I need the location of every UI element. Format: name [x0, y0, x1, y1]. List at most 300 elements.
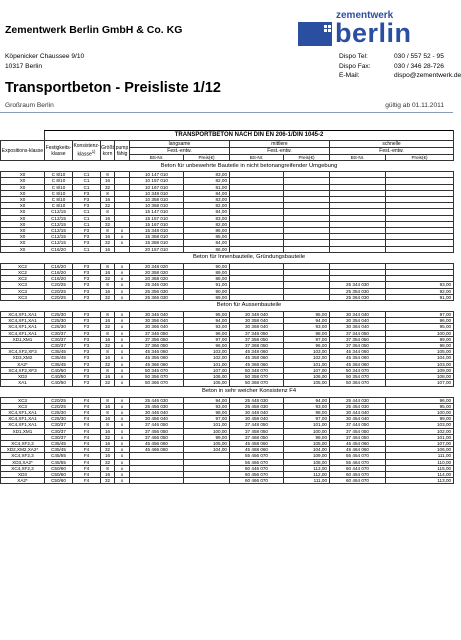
table-cell: 94,00 — [184, 318, 230, 324]
table-cell: 60 464 070 — [330, 478, 386, 484]
table-cell: C1 — [73, 246, 101, 252]
table-cell: C30/37 — [45, 336, 73, 342]
table-cell: F4 — [73, 453, 101, 459]
table-cell: 96,00 — [184, 343, 230, 349]
col-header-bs-nr: BS-Nr. — [230, 155, 284, 161]
table-cell: XC2 — [1, 263, 45, 269]
table-cell: C16/20 — [45, 263, 73, 269]
group-subheader: Fest.-entw. — [130, 148, 230, 155]
table-cell: 25 364 030 — [330, 294, 386, 300]
table-cell: F3 — [73, 197, 101, 203]
table-cell: 8 — [101, 409, 115, 415]
table-cell: 20 348 020 — [130, 263, 184, 269]
table-cell: 30 368 040 — [230, 324, 284, 330]
table-cell: F4 — [73, 397, 101, 403]
table-cell: 25 444 030 — [330, 397, 386, 403]
table-cell: C1 — [73, 209, 101, 215]
table-cell: 111,00 — [386, 453, 454, 459]
table-cell: XD3,XA2* — [1, 459, 45, 465]
table-cell: 25 456 030 — [130, 403, 184, 409]
table-cell: C20/25 — [45, 397, 73, 403]
table-cell: 15 368 010 — [130, 240, 184, 246]
table-cell: 37 356 050 — [130, 336, 184, 342]
table-cell: F4 — [73, 471, 101, 477]
table-cell: XC3 — [1, 294, 45, 300]
table-cell: 107,00 — [386, 440, 454, 446]
table-cell: 45 458 060 — [230, 440, 284, 446]
table-cell: 95,00 — [386, 403, 454, 409]
table-cell: 37 444 050 — [330, 422, 386, 428]
table-cell: C30/37 — [45, 434, 73, 440]
table-cell: C35/45 — [45, 440, 73, 446]
table-cell: 30 446 040 — [130, 409, 184, 415]
table-cell: F3 — [73, 336, 101, 342]
table-cell: C30/37 — [45, 422, 73, 428]
table-cell: 84,00 — [184, 190, 230, 196]
table-cell: 30 356 040 — [130, 318, 184, 324]
table-cell: X0 — [1, 209, 45, 215]
table-cell: XC3 — [1, 282, 45, 288]
table-cell: C1 — [73, 215, 101, 221]
table-cell: 37 466 050 — [130, 434, 184, 440]
table-cell: X0 — [1, 228, 45, 234]
table-cell: 60 446 070 — [230, 465, 284, 471]
table-cell: 30 354 040 — [330, 318, 386, 324]
table-cell: C50/60 — [45, 471, 73, 477]
table-cell: x — [115, 422, 130, 428]
table-cell: 32 — [101, 343, 115, 349]
table-cell: 16 — [101, 197, 115, 203]
table-cell: X0 — [1, 178, 45, 184]
table-cell: 83,00 — [184, 197, 230, 203]
table-cell: 37 366 050 — [130, 343, 184, 349]
table-cell: 102,00 — [284, 355, 330, 361]
table-cell: 32 — [101, 324, 115, 330]
table-cell: 100,00 — [284, 428, 330, 434]
table-cell: 89,00 — [184, 294, 230, 300]
table-cell: x — [115, 282, 130, 288]
table-cell: XC4,XF2,3 — [1, 465, 45, 471]
table-cell: 101,00 — [284, 422, 330, 428]
table-cell: 96,00 — [284, 343, 330, 349]
table-cell: 10 368 010 — [130, 203, 184, 209]
table-cell: 32 — [101, 203, 115, 209]
table-cell: 8 — [101, 422, 115, 428]
table-cell: 101,00 — [184, 422, 230, 428]
logo-small-text: zementwerk — [336, 10, 394, 21]
table-cell: F4 — [73, 409, 101, 415]
table-cell: 93,00 — [386, 282, 454, 288]
table-cell: 32 — [101, 380, 115, 386]
section-spacer — [1, 386, 45, 397]
table-cell: 103,00 — [284, 349, 330, 355]
table-cell: XD3 — [1, 374, 45, 380]
section-spacer — [1, 301, 45, 312]
table-cell: 50 364 070 — [330, 380, 386, 386]
table-cell: F3 — [73, 270, 101, 276]
table-cell: XC4,XF1,XA1 — [1, 318, 45, 324]
table-cell: x — [115, 330, 130, 336]
table-cell: 102,00 — [386, 428, 454, 434]
table-cell: x — [115, 374, 130, 380]
table-cell: 30 348 040 — [230, 312, 284, 318]
table-cell: X0 — [1, 190, 45, 196]
table-cell: 32 — [101, 276, 115, 282]
table-cell: C30/37 — [45, 428, 73, 434]
col-header-exposure: Expositions-klasse — [1, 141, 45, 161]
table-cell: C12/15 — [45, 234, 73, 240]
table-cell: 99,00 — [284, 434, 330, 440]
table-cell: F4 — [73, 403, 101, 409]
table-cell: 86,00 — [184, 246, 230, 252]
table-cell: 45 468 060 — [230, 447, 284, 453]
table-cell: F3 — [73, 330, 101, 336]
table-cell: C12/15 — [45, 209, 73, 215]
table-cell: 84,00 — [184, 209, 230, 215]
table-cell: 32 — [101, 434, 115, 440]
table-cell: 37 348 050 — [230, 330, 284, 336]
table-cell: F3 — [73, 318, 101, 324]
table-cell: 8 — [101, 367, 115, 373]
table-cell: 37 468 050 — [230, 434, 284, 440]
table-cell: F3 — [73, 349, 101, 355]
company-name: Zementwerk Berlin GmbH & Co. KG — [5, 24, 183, 36]
contact-row — [339, 71, 461, 81]
section-header-row — [1, 386, 454, 397]
section-header-row — [1, 301, 454, 312]
table-cell: 50 358 070 — [230, 374, 284, 380]
table-cell: x — [115, 440, 130, 446]
table-cell: 37 456 050 — [130, 428, 184, 434]
table-cell: 85,00 — [184, 234, 230, 240]
table-cell: 105,00 — [284, 380, 330, 386]
table-cell: 25 458 030 — [230, 403, 284, 409]
table-cell: C16/20 — [45, 246, 73, 252]
table-cell: C12/15 — [45, 221, 73, 227]
table-cell: C 8/10 — [45, 203, 73, 209]
table-cell: 90,00 — [184, 263, 230, 269]
table-cell: x — [115, 471, 130, 477]
col-header-consistency-text: Konsistenz-klasse — [73, 143, 100, 158]
table-cell: 16 — [101, 336, 115, 342]
table-cell: XC4,XF1,XA1 — [1, 409, 45, 415]
table-cell: 25 366 030 — [130, 294, 184, 300]
table-cell: XD3 — [1, 471, 45, 477]
table-cell: XD2,XM2,XA2* — [1, 447, 45, 453]
table-cell: C25/30 — [45, 318, 73, 324]
table-cell: C40/50 — [45, 374, 73, 380]
table-row — [1, 478, 454, 484]
table-cell: C20/25 — [45, 403, 73, 409]
table-cell: 15 147 010 — [130, 209, 184, 215]
table-cell: 8 — [101, 349, 115, 355]
table-cell: X0 — [1, 246, 45, 252]
section-heading: Beton in sehr weicher Konsistenz F4 — [45, 386, 454, 397]
table-cell: 98,00 — [284, 409, 330, 415]
table-cell: 10 358 010 — [130, 197, 184, 203]
table-cell: C35/45 — [45, 349, 73, 355]
table-cell: 93,00 — [184, 403, 230, 409]
table-cell: 105,00 — [284, 440, 330, 446]
table-cell: 105,00 — [184, 440, 230, 446]
table-cell: 15 157 010 — [130, 215, 184, 221]
table-cell: 115,00 — [386, 465, 454, 471]
table-cell: 100,00 — [184, 428, 230, 434]
table-cell: 50 368 070 — [230, 380, 284, 386]
table-cell: 8 — [101, 209, 115, 215]
table-cell: 25 356 030 — [130, 288, 184, 294]
table-cell: 94,00 — [284, 397, 330, 403]
table-cell: 45 364 060 — [330, 361, 386, 367]
table-cell: 32 — [101, 459, 115, 465]
table-cell: 25 454 030 — [330, 403, 386, 409]
company-logo — [298, 10, 428, 50]
table-cell: 95,00 — [386, 324, 454, 330]
price-table — [0, 130, 454, 484]
table-cell: 30 364 040 — [330, 324, 386, 330]
table-cell: 25 346 030 — [130, 282, 184, 288]
table-cell: 16 — [101, 355, 115, 361]
table-cell: 97,00 — [284, 416, 330, 422]
table-cell: F3 — [73, 288, 101, 294]
table-cell: C40/50 — [45, 367, 73, 373]
table-cell: x — [115, 336, 130, 342]
table-cell: 30 344 040 — [330, 312, 386, 318]
table-cell: F4 — [73, 434, 101, 440]
table-cell: 55 456 070 — [230, 453, 284, 459]
table-cell: F3 — [73, 324, 101, 330]
table-cell: 25 448 030 — [230, 397, 284, 403]
table-cell: 95,00 — [284, 312, 330, 318]
table-cell: X0 — [1, 172, 45, 178]
col-header-bs-nr: BS-Nr. — [130, 155, 184, 161]
table-cell: X0 — [1, 234, 45, 240]
table-cell: 55 466 070 — [230, 459, 284, 465]
table-cell: 30 358 040 — [230, 318, 284, 324]
table-cell: 60 456 070 — [230, 471, 284, 477]
table-cell: 91,00 — [184, 282, 230, 288]
table-cell: x — [115, 447, 130, 453]
table-cell: F4 — [73, 459, 101, 465]
table-cell: 16 — [101, 416, 115, 422]
table-cell: C25/30 — [45, 416, 73, 422]
section-spacer — [1, 161, 45, 172]
table-cell: F3 — [73, 294, 101, 300]
contact-label: Dispo Fax: — [339, 62, 371, 70]
section-heading: Beton für Aussenbauteile — [45, 301, 454, 312]
table-cell: 92,00 — [386, 288, 454, 294]
table-cell: 15 167 010 — [130, 221, 184, 227]
table-cell: 103,00 — [386, 361, 454, 367]
table-cell: C1 — [73, 184, 101, 190]
table-cell: C20/25 — [45, 288, 73, 294]
header-divider — [0, 112, 453, 113]
table-cell: 106,00 — [386, 447, 454, 453]
table-cell: 102,00 — [184, 355, 230, 361]
table-cell: C 8/10 — [45, 190, 73, 196]
col-header-price: Preis(€) — [386, 155, 454, 161]
table-cell: X0 — [1, 197, 45, 203]
table-cell: 32 — [101, 184, 115, 190]
table-cell: F3 — [73, 263, 101, 269]
col-header-bs-nr: BS-Nr. — [330, 155, 386, 161]
table-cell: X0 — [1, 203, 45, 209]
table-cell: F3 — [73, 367, 101, 373]
table-cell: F3 — [73, 282, 101, 288]
table-cell: x — [115, 453, 130, 459]
table-cell: XC4,XF2,XF3 — [1, 349, 45, 355]
table-cell: 98,00 — [184, 409, 230, 415]
table-cell: C1 — [73, 221, 101, 227]
table-cell: 60 444 070 — [330, 465, 386, 471]
table-cell: XC4,XF2,XF3 — [1, 367, 45, 373]
table-cell: 50 354 070 — [330, 374, 386, 380]
table-cell: XC3 — [1, 288, 45, 294]
col-header-price: Preis(€) — [284, 155, 330, 161]
table-cell: 32 — [101, 447, 115, 453]
table-cell: x — [115, 459, 130, 465]
table-cell: 8 — [101, 263, 115, 269]
table-cell: 105,00 — [184, 380, 230, 386]
table-cell: 32 — [101, 361, 115, 367]
table-cell: 8 — [101, 282, 115, 288]
contact-email-link[interactable]: dispo@zementwerk.de — [394, 72, 461, 79]
table-cell: 101,00 — [284, 361, 330, 367]
price-table-body — [1, 161, 454, 484]
table-cell: 97,00 — [184, 336, 230, 342]
table-cell: 99,00 — [386, 416, 454, 422]
table-cell: 45 344 060 — [330, 349, 386, 355]
table-cell: XC4,XF1,XA1 — [1, 312, 45, 318]
table-cell: 15 348 010 — [130, 228, 184, 234]
contact-value: 030 / 557 52 - 95 — [394, 53, 444, 60]
table-cell: 60 454 070 — [330, 471, 386, 477]
table-cell: 107,00 — [386, 380, 454, 386]
table-cell: 45 358 060 — [230, 355, 284, 361]
table-cell: 113,00 — [284, 465, 330, 471]
table-cell: 95,00 — [184, 312, 230, 318]
table-cell: 96,00 — [386, 318, 454, 324]
table-cell: 8 — [101, 330, 115, 336]
table-cell: C20/25 — [45, 294, 73, 300]
table-cell: C1 — [73, 172, 101, 178]
table-cell: 93,00 — [284, 324, 330, 330]
table-cell: X0 — [1, 240, 45, 246]
table-cell: 88,00 — [184, 276, 230, 282]
table-cell: XC4,XF1,XA1 — [1, 330, 45, 336]
table-cell: 37 364 050 — [330, 343, 386, 349]
contact-label: E-Mail: — [339, 72, 360, 79]
contact-row — [339, 52, 461, 62]
table-cell: 10 157 010 — [130, 178, 184, 184]
table-cell: 55 464 070 — [330, 459, 386, 465]
table-cell: 8 — [101, 228, 115, 234]
table-cell: F4 — [73, 440, 101, 446]
logo-large-text: berlin — [335, 18, 412, 48]
address-line: 10317 Berlin — [5, 62, 43, 70]
table-cell: 37 344 050 — [330, 330, 386, 336]
table-cell: C16/20 — [45, 270, 73, 276]
table-cell: XC4,XF1,XA1 — [1, 422, 45, 428]
table-cell: 30 454 040 — [330, 416, 386, 422]
table-cell: 45 346 060 — [130, 349, 184, 355]
table-cell: x — [115, 228, 130, 234]
table-cell: X0 — [1, 221, 45, 227]
table-cell: 45 466 060 — [130, 447, 184, 453]
col-header-grain: Größt korn — [101, 141, 115, 161]
table-cell: 10 147 010 — [130, 172, 184, 178]
table-cell: 30 448 040 — [230, 409, 284, 415]
table-cell: x — [115, 416, 130, 422]
table-cell: x — [115, 403, 130, 409]
table-cell: F4 — [73, 465, 101, 471]
table-cell: 25 446 030 — [130, 397, 184, 403]
table-cell: C45/55 — [45, 459, 73, 465]
contact-value: 030 / 346 28-726 — [394, 62, 444, 70]
group-header-fast: schnelle — [330, 141, 454, 148]
table-cell: 106,00 — [184, 374, 230, 380]
table-cell: F3 — [73, 361, 101, 367]
table-cell: x — [115, 312, 130, 318]
table-cell: x — [115, 288, 130, 294]
page-title: Transportbeton - Preisliste 1/12 — [5, 80, 221, 96]
table-cell: x — [115, 465, 130, 471]
address-line: Köpenicker Chaussee 9/10 — [5, 53, 85, 60]
table-cell: x — [115, 324, 130, 330]
table-cell: 45 356 060 — [130, 355, 184, 361]
table-cell: C25/30 — [45, 324, 73, 330]
table-cell: 8 — [101, 172, 115, 178]
table-cell: XC2 — [1, 270, 45, 276]
table-cell: 55 454 070 — [330, 453, 386, 459]
col-header-pump: pump fähig — [115, 141, 130, 161]
table-cell: F4 — [73, 428, 101, 434]
table-cell: 25 344 030 — [330, 282, 386, 288]
table-cell: 20 157 010 — [130, 246, 184, 252]
col-header-strength: Festigkeits-klasse — [45, 141, 73, 161]
table-cell: XC4,XF1,XA1 — [1, 416, 45, 422]
table-cell: 112,00 — [284, 471, 330, 477]
table-cell: C50/60 — [45, 465, 73, 471]
table-cell: 93,00 — [284, 403, 330, 409]
table-cell: 10 167 010 — [130, 184, 184, 190]
table-cell: XD1,XM1 — [1, 428, 45, 434]
table-cell: x — [115, 397, 130, 403]
table-cell: 100,00 — [386, 330, 454, 336]
table-cell: x — [115, 367, 130, 373]
table-cell: x — [115, 349, 130, 355]
table-cell: 83,00 — [184, 172, 230, 178]
table-cell: x — [115, 240, 130, 246]
table-cell: 8 — [101, 465, 115, 471]
table-cell: 97,00 — [386, 312, 454, 318]
group-subheader: Fest.-entw. — [330, 148, 454, 155]
table-cell: F3 — [73, 240, 101, 246]
table-cell: 25 354 030 — [330, 288, 386, 294]
table-cell: x — [115, 343, 130, 349]
table-cell: 110,00 — [386, 459, 454, 465]
table-cell: 99,00 — [386, 336, 454, 342]
table-cell: x — [115, 380, 130, 386]
table-cell: 113,00 — [386, 478, 454, 484]
table-cell: 94,00 — [184, 397, 230, 403]
table-cell: C12/15 — [45, 228, 73, 234]
table-cell: 30 346 040 — [130, 312, 184, 318]
table-cell: 107,00 — [284, 367, 330, 373]
footnote-marker: 1) — [91, 149, 96, 155]
table-cell: XC3 — [1, 397, 45, 403]
table-cell: C 8/10 — [45, 197, 73, 203]
